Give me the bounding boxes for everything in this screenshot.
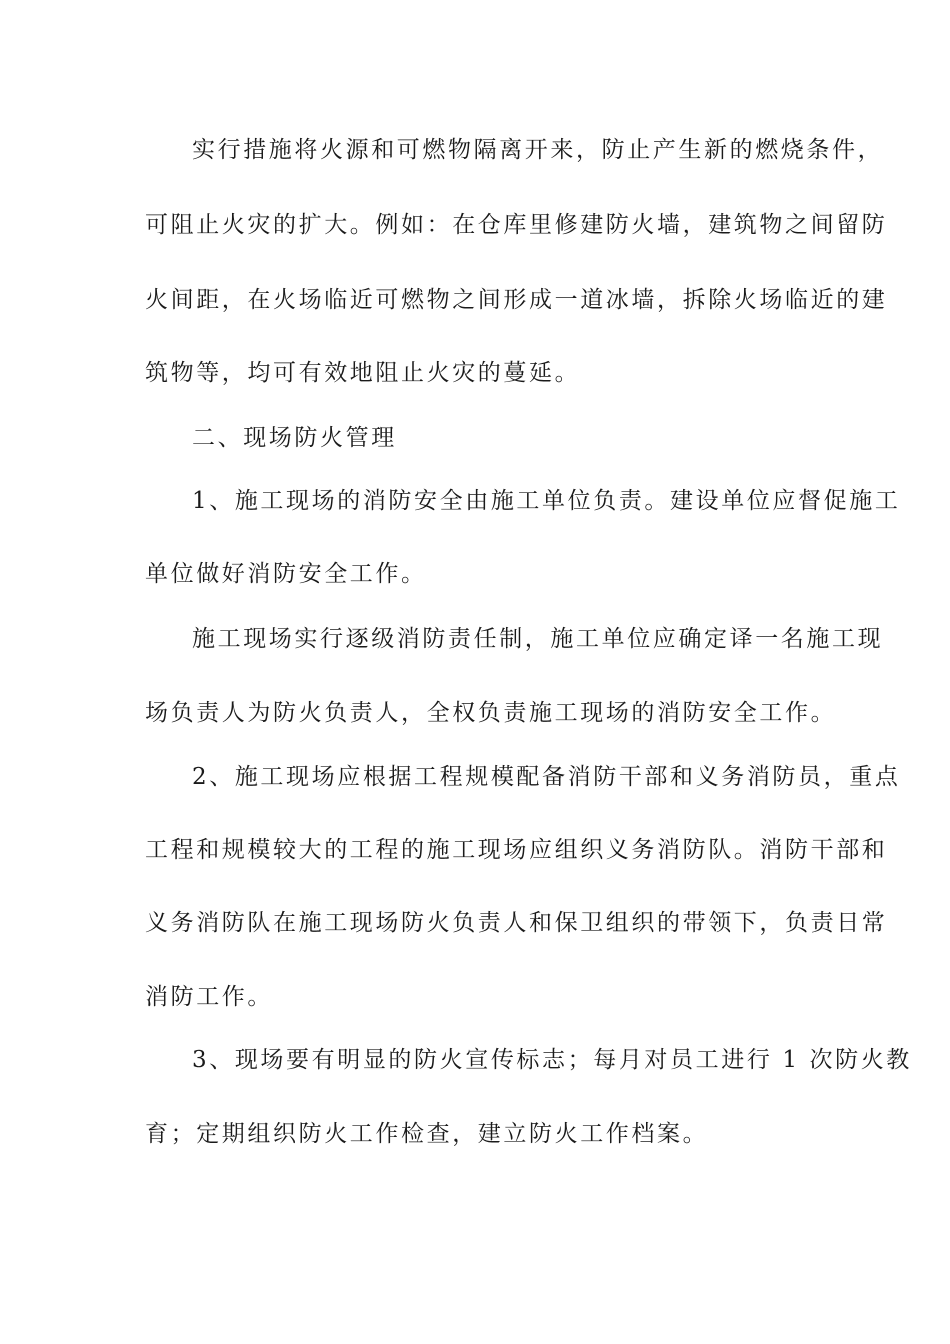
text-line: 场负责人为防火负责人，全权负责施工现场的消防安全工作。 — [145, 700, 837, 726]
text-line: 可阻止火灾的扩大。例如：在仓库里修建防火墙，建筑物之间留防 — [145, 212, 888, 238]
section-heading: 二、现场防火管理 — [192, 425, 397, 451]
text-line: 2、施工现场应根据工程规模配备消防干部和义务消防员，重点 — [192, 764, 901, 790]
text-line: 3、现场要有明显的防火宣传标志；每月对员工进行 1 次防火教 — [192, 1047, 912, 1073]
text-line: 筑物等，均可有效地阻止火灾的蔓延。 — [145, 360, 581, 386]
text-line: 工程和规模较大的工程的施工现场应组织义务消防队。消防干部和 — [145, 837, 888, 863]
text-line: 1、施工现场的消防安全由施工单位负责。建设单位应督促施工 — [192, 488, 901, 514]
text-line: 施工现场实行逐级消防责任制，施工单位应确定译一名施工现 — [192, 626, 884, 652]
text-line: 育；定期组织防火工作检查，建立防火工作档案。 — [145, 1121, 709, 1147]
text-line: 火间距，在火场临近可燃物之间形成一道冰墙，拆除火场临近的建 — [145, 287, 888, 313]
text-line: 消防工作。 — [145, 984, 273, 1010]
text-line: 义务消防队在施工现场防火负责人和保卫组织的带领下，负责日常 — [145, 910, 888, 936]
text-line: 单位做好消防安全工作。 — [145, 561, 427, 587]
text-line: 实行措施将火源和可燃物隔离开来，防止产生新的燃烧条件， — [192, 137, 884, 163]
